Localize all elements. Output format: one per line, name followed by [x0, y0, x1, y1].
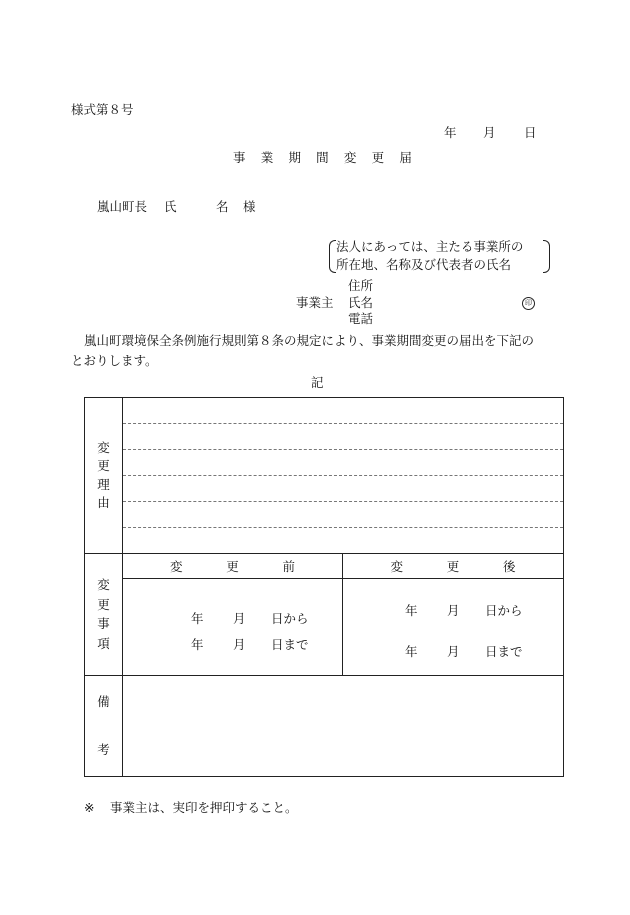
body-line1: 嵐山町環境保全条例施行規則第８条の規定により、事業期間変更の届出を下記の	[84, 333, 535, 348]
change-label: 変 更 事 項	[85, 554, 123, 676]
reason-line	[123, 475, 563, 501]
right-paren	[543, 240, 550, 273]
corporate-note-line2: 所在地、名称及び代表者の氏名	[336, 257, 512, 272]
remarks-row	[85, 676, 564, 777]
after-header: 変更後	[343, 554, 564, 579]
before-header: 変更前	[123, 554, 343, 579]
remarks-input[interactable]	[123, 676, 564, 777]
date-month: 月	[483, 125, 496, 140]
addressee-sama: 様	[243, 199, 256, 214]
applicant-role: 事業主	[296, 295, 334, 310]
form-number: 様式第８号	[71, 102, 134, 117]
reason-label: 変 更 理 由	[85, 398, 123, 554]
reason-input[interactable]	[123, 398, 564, 554]
address-label: 住所	[348, 278, 374, 293]
form-table	[84, 397, 564, 777]
left-paren	[329, 240, 336, 273]
reason-line	[123, 449, 563, 475]
seal-mark: 印	[522, 297, 535, 310]
note-mark: ※	[84, 800, 95, 815]
remarks-label: 備 考	[85, 676, 123, 777]
addressee-shi: 氏	[164, 199, 177, 214]
addressee-mei: 名	[216, 199, 229, 214]
name-label: 氏名	[348, 295, 374, 310]
date-year: 年	[444, 125, 457, 140]
reason-line	[123, 527, 563, 553]
change-period-row	[85, 579, 564, 676]
corporate-note-line1: 法人にあっては、主たる事業所の	[336, 239, 524, 254]
reason-line	[123, 501, 563, 527]
reason-line	[123, 423, 563, 449]
ki-label: 記	[311, 375, 324, 390]
addressee-name: 嵐山町長	[97, 199, 148, 214]
date-day: 日	[524, 125, 537, 140]
before-period[interactable]: 年 月 日から 年 月 日まで	[123, 579, 343, 676]
reason-row	[85, 398, 564, 554]
note-text: 事業主は、実印を押印すること。	[110, 800, 298, 815]
page-title: 事 業 期 間 変 更 届	[233, 150, 418, 165]
reason-line	[123, 398, 563, 423]
body-line2: とおりします。	[71, 353, 158, 368]
phone-label: 電話	[348, 311, 374, 326]
change-header-row	[85, 554, 564, 579]
after-period[interactable]: 年 月 日から 年 月 日まで	[343, 579, 564, 676]
